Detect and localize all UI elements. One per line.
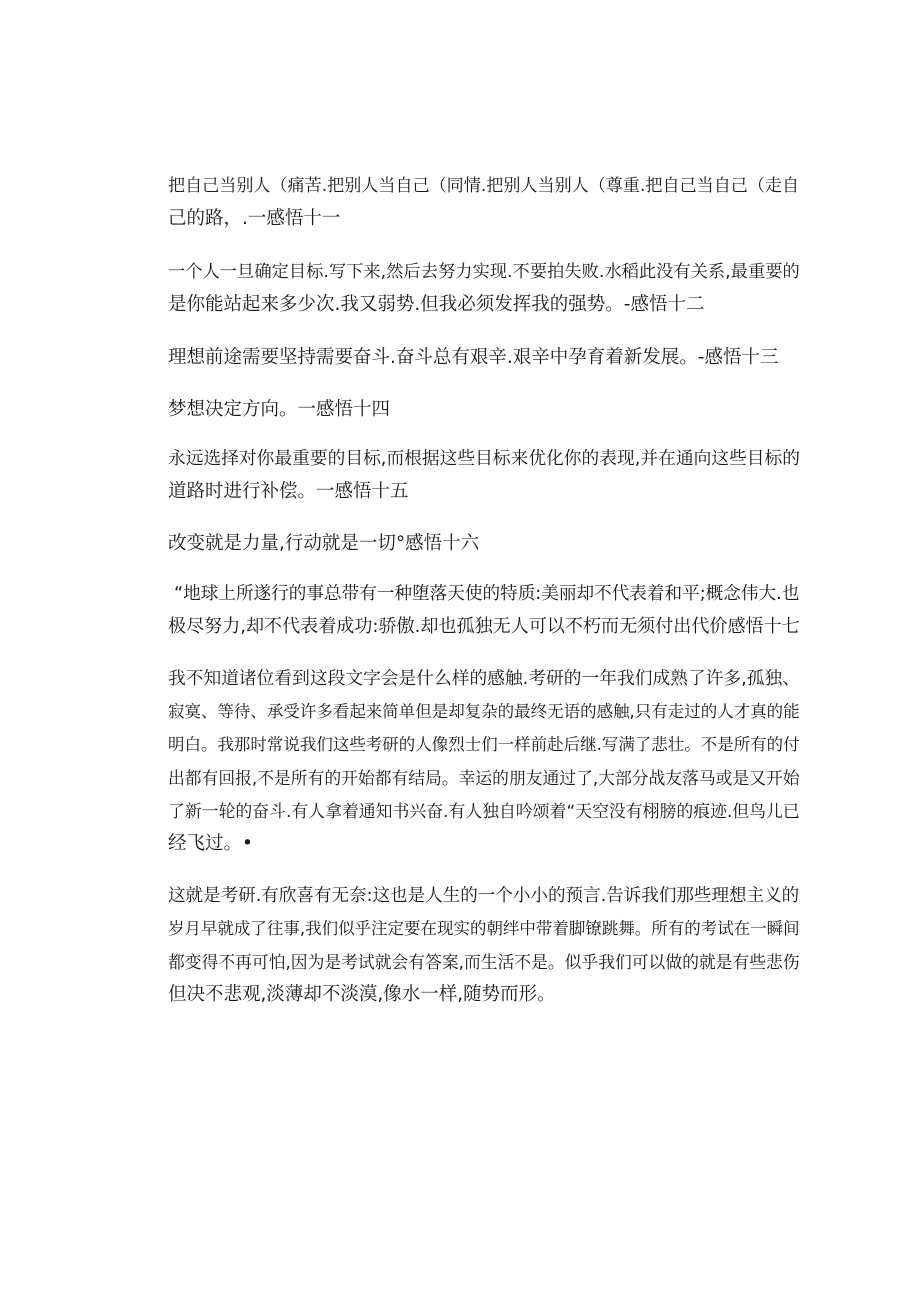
- paragraph-8-line-2: 寂寞、等待、承受许多看起来简单但是却复杂的最终无语的感触,只有走过的人才真的能: [168, 702, 800, 721]
- paragraph-2-line-2: 是你能站起来多少次.我又弱势.但我必须发挥我的强势。-感悟十二: [168, 294, 705, 315]
- paragraph-9-line-4: 但决不悲观,淡薄却不淡漠,像水一样,随势而形。: [168, 984, 556, 1005]
- paragraph-8-line-1: 我不知道诸位看到这段文字会是什么样的感触.考研的一年我们成熟了许多,孤独、: [168, 669, 800, 689]
- paragraph-4-line-1: 梦想决定方向。一感悟十四: [168, 399, 391, 420]
- paragraph-8-line-5: 了新一轮的奋斗.有人拿着通知书兴奋.有人独自吟颂着“天空没有栩膀的痕迹.但鸟儿已: [168, 801, 800, 821]
- paragraph-7-line-2: 极尽努力,却不代表着成功:骄傲.却也孤独无人可以不朽而无须付出代价感悟十七: [168, 616, 800, 637]
- paragraph-9-line-1: 这就是考研.有欣喜有无奈:这也是人生的一个小小的预言.告诉我们那些理想主义的: [168, 886, 800, 906]
- paragraph-8-line-6: 经飞过。•: [168, 833, 253, 854]
- paragraph-9-line-3: 都变得不再可怕,因为是考试就会有答案,而生活不是。似乎我们可以做的就是有些悲伤: [168, 952, 800, 972]
- paragraph-1-line-2: 己的路，.一感悟十一: [168, 208, 341, 229]
- paragraph-7-line-1: “地球上所遂行的事总带有一种堕落天使的特质:美丽却不代表着和平;概念伟大.也: [174, 584, 800, 604]
- paragraph-9-line-2: 岁月早就成了往事,我们似乎注定要在现实的朝绊中带着脚镣跳舞。所有的考试在一瞬间: [168, 919, 800, 938]
- paragraph-5-line-2: 道路时进行补偿。一感悟十五: [168, 481, 409, 502]
- paragraph-8-line-4: 出都有回报,不是所有的开始都有结局。幸运的朋友通过了,大部分战友落马或是又开始: [168, 768, 800, 788]
- paragraph-8-line-3: 明白。我那时常说我们这些考研的人像烈士们一样前赴后继.写满了悲壮。不是所有的付: [168, 735, 800, 754]
- paragraph-1-line-1: 把自己当别人（痛苦.把别人当自己（同情.把别人当别人（尊重.把自己当自己（走自: [168, 176, 800, 196]
- paragraph-6-line-1: 改变就是力量,行动就是一切°感悟十六: [168, 533, 480, 554]
- paragraph-5-line-1: 永远选择对你最重要的目标,而根据这些目标来优化你的表现,并在通向这些目标的: [168, 449, 800, 469]
- paragraph-3-line-1: 理想前途需要坚持需要奋斗.奋斗总有艰辛.艰辛中孕育着新发展。-感悟十三: [168, 347, 779, 368]
- paragraph-2-line-1: 一个人一旦确定目标.写下来,然后去努力实现.不要拍失败.水稻此没有关系,最重要的: [168, 262, 800, 282]
